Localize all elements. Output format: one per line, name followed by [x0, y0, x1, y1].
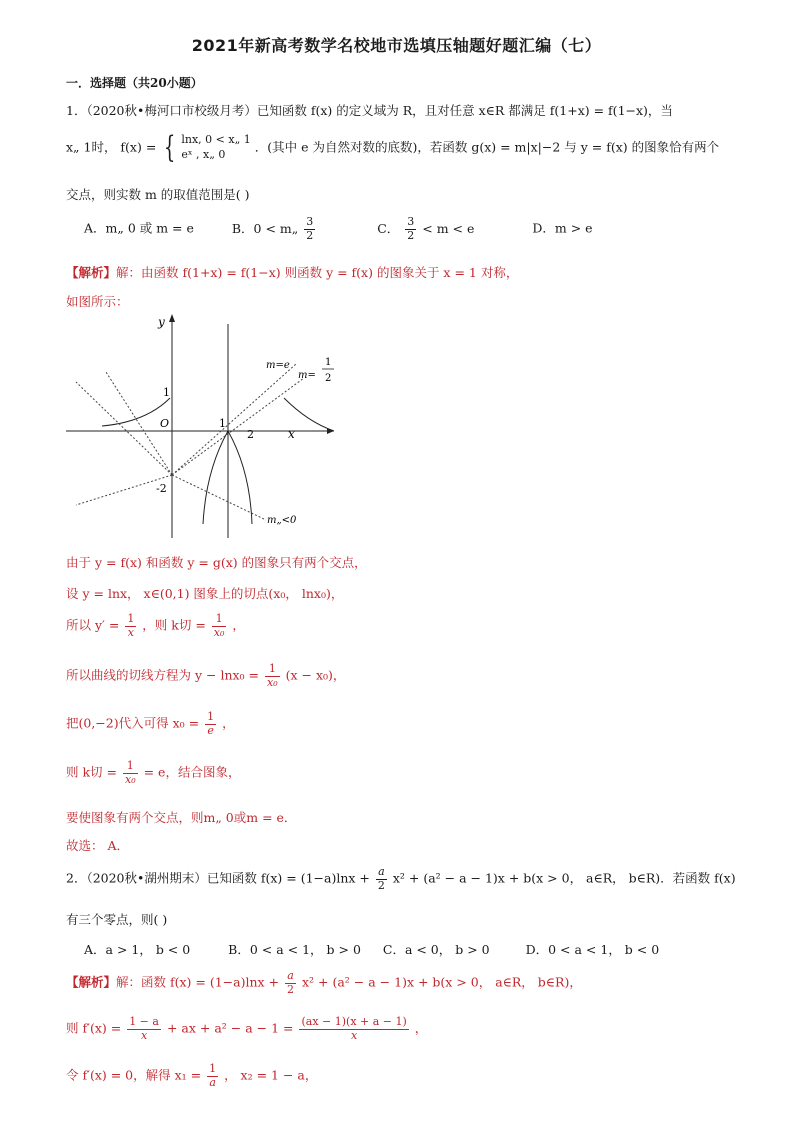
y-axis-arrow — [169, 314, 175, 322]
sol2-l1a: 解：函数 f(x) = (1−a)lnx + — [116, 974, 280, 990]
sol1-line1 — [66, 263, 518, 281]
analysis-tag: 【解析】 — [66, 265, 117, 280]
x-label: x — [288, 427, 295, 441]
q2-line2: 有三个零点，则( ) — [66, 912, 168, 927]
frac-den: x₀ — [124, 772, 136, 786]
line-left-2 — [76, 382, 172, 475]
case-1: lnx, 0 < x„ 1 — [181, 133, 251, 147]
tick-x-2: 2 — [247, 428, 254, 441]
option-a: A．m„ 0 或 m = e — [84, 220, 194, 236]
frac-den: a — [209, 1075, 216, 1089]
fraction-3-2 — [304, 216, 315, 242]
q1-line3: 交点，则实数 m 的取值范围是( ) — [66, 187, 250, 202]
fraction-3-2 — [405, 216, 416, 242]
frac-1-x0 — [212, 613, 227, 639]
sol1-line10: 故选： A． — [66, 838, 130, 853]
sol1-line3: 由于 y = f(x) 和函数 y = g(x) 的图象只有两个交点， — [66, 555, 367, 570]
q2-options — [84, 940, 659, 958]
frac-den: x — [351, 1028, 358, 1042]
sol1-l6b: (x − x₀)， — [285, 667, 346, 683]
frac-num: a — [376, 866, 387, 880]
frac-factored — [299, 1016, 408, 1042]
sol1-l7b: ， — [222, 715, 235, 731]
sol1-l8b: = e，结合图象， — [143, 764, 241, 780]
sol1-line6 — [66, 663, 345, 689]
piecewise-brace: { — [164, 130, 176, 165]
q1-options — [84, 216, 593, 242]
label-half-num: 1 — [325, 357, 332, 368]
q2-option-a: A．a > 1， b < 0 — [84, 942, 191, 957]
frac-num: 1 — [127, 612, 135, 625]
page-title: 2021年新高考数学名校地市选填压轴题好题汇编（七） — [191, 36, 602, 55]
option-b — [231, 215, 317, 242]
frac-num: (ax − 1)(x + a − 1) — [301, 1015, 407, 1028]
q1-line2-start: x„ 1时， f(x) = — [66, 139, 157, 155]
sol1-l8a: 则 k切 = — [66, 764, 117, 780]
y-label: y — [158, 315, 165, 329]
sol1-line9: 要使图象有两个交点，则m„ 0或m = e． — [66, 810, 297, 825]
frac-num: 1 — [209, 1062, 217, 1075]
frac-1-x — [125, 613, 136, 639]
tick-x-1: 1 — [219, 417, 226, 430]
sol1-l5b: ，则 k切 = — [142, 617, 206, 633]
sol1-line4: 设 y = lnx， x∈(0,1) 图象上的切点(x₀， lnx₀)， — [66, 586, 344, 601]
frac-num: 1 − a — [129, 1015, 159, 1028]
label-m-half: m= — [298, 370, 316, 381]
q2-option-b: B．0 < a < 1， b > 0 — [228, 942, 361, 957]
frac-num: 3 — [407, 215, 415, 228]
frac-1a-x — [127, 1016, 161, 1042]
sol1-line7 — [66, 711, 235, 737]
frac-den: 2 — [407, 228, 415, 242]
q2-l1a: 2．（2020秋•湖州期末）已知函数 f(x) = (1−a)lnx + — [66, 870, 370, 886]
q2-line1 — [66, 866, 736, 892]
sol1-l5c: ， — [232, 617, 245, 633]
line-m-e — [172, 364, 296, 475]
label-m-e: m=e — [266, 360, 290, 371]
tick-y-1: 1 — [163, 386, 170, 399]
sol2-l2c: ， — [414, 1020, 428, 1036]
sol1-line8 — [66, 760, 240, 786]
origin-label: O — [160, 417, 170, 430]
sol1-l5a: 所以 y′ = — [66, 617, 120, 633]
frac-num: 1 — [123, 760, 138, 774]
frac-num: 3 — [306, 215, 314, 228]
tick-y-neg2: -2 — [156, 482, 167, 495]
q2-option-d: D．0 < a < 1， b < 0 — [525, 942, 660, 957]
sol2-line2 — [66, 1016, 427, 1042]
frac-a-2 — [376, 866, 387, 892]
frac-den: e — [207, 723, 214, 737]
sol1-text: 解：由函数 f(1+x) = f(1−x) 则函数 y = f(x) 的图象关于 x = 1 对称， — [116, 265, 519, 280]
sol2-l2a: 则 f′(x) = — [66, 1020, 122, 1036]
option-c-text: < m < e — [422, 220, 475, 236]
option-c — [377, 215, 475, 242]
frac-den: 2 — [287, 982, 295, 996]
q1-line1: 1．（2020秋•梅河口市校级月考）已知函数 f(x) 的定义域为 R，且对任意 x∈R 都满足 f(1+x) = f(1−x)，当 — [66, 103, 673, 118]
sol2-line3 — [66, 1063, 317, 1089]
option-b-text: B．0 < m„ — [231, 220, 299, 236]
frac-den: x₀ — [267, 675, 278, 689]
frac-1-e — [205, 711, 216, 737]
section-heading: 一．选择题（共20小题） — [66, 76, 203, 90]
function-graph — [66, 310, 346, 540]
option-c-prefix: C． — [377, 220, 400, 236]
frac-den: 2 — [377, 878, 385, 892]
sol2-line1 — [66, 970, 582, 996]
frac-num: 1 — [207, 710, 215, 723]
frac-1-a — [207, 1063, 218, 1089]
analysis-tag: 【解析】 — [66, 974, 117, 990]
frac-num: 1 — [265, 663, 280, 677]
label-half-den: 2 — [325, 373, 332, 384]
sol1-l6a: 所以曲线的切线方程为 y − lnx₀ = — [66, 667, 260, 683]
line-m-neg — [172, 475, 266, 520]
frac-1-x0 — [123, 760, 138, 786]
frac-num: 1 — [212, 613, 227, 627]
frac-den: 2 — [306, 228, 314, 242]
sol1-line5 — [66, 613, 245, 639]
sol2-l2b: + ax + a² − a − 1 = — [166, 1020, 294, 1036]
frac-num: a — [285, 970, 296, 984]
q2-option-c: C．a < 0， b > 0 — [382, 942, 490, 957]
frac-den: x — [127, 625, 134, 639]
line-m-half — [172, 378, 304, 475]
sol1-l7a: 把(0,−2)代入可得 x₀ = — [66, 715, 200, 731]
option-d: D．m > e — [532, 220, 593, 236]
case-2: eˣ , x„ 0 — [181, 148, 226, 161]
sol2-l3b: ， x₂ = 1 − a， — [224, 1067, 318, 1083]
sol2-l1b: x² + (a² − a − 1)x + b(x > 0， a∈R， b∈R)， — [302, 974, 582, 990]
q1-line2 — [66, 130, 720, 165]
frac-den: x₀ — [213, 625, 225, 639]
label-m-neg: m„<0 — [267, 515, 297, 526]
sol1-line2: 如图所示： — [66, 294, 129, 309]
sol2-l3a: 令 f′(x) = 0，解得 x₁ = — [66, 1067, 202, 1083]
q1-line2-end: ．(其中 e 为自然对数的底数)，若函数 g(x) = m|x|−2 与 y = f(x) 的图象恰有两个 — [254, 139, 720, 155]
piecewise-cases — [181, 133, 250, 163]
q2-l1b: x² + (a² − a − 1)x + b(x > 0， a∈R， b∈R)．若函数 f(x) — [392, 870, 736, 886]
frac-1-x0 — [265, 663, 280, 689]
frac-a-2 — [285, 970, 296, 996]
frac-den: x — [140, 1028, 148, 1042]
